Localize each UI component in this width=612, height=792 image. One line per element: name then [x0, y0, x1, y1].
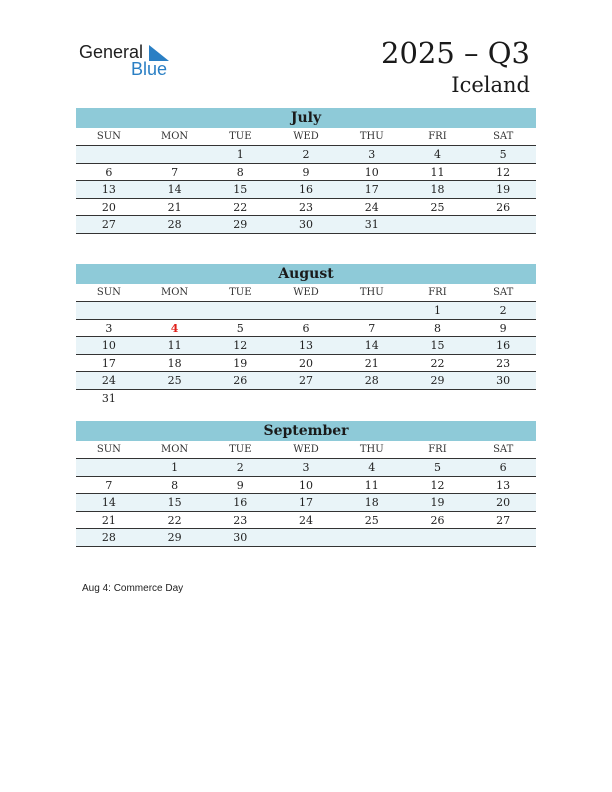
week-row	[76, 181, 536, 199]
weekday-label: SUN	[96, 444, 121, 455]
day-cell: 22	[167, 513, 182, 527]
empty-day-cell	[405, 216, 471, 233]
day-cell: 19	[233, 356, 248, 370]
day-cell: 29	[167, 531, 182, 544]
week-row	[76, 494, 536, 512]
week-row	[76, 146, 536, 164]
day-cell: 27	[101, 218, 116, 231]
day-cell: 23	[299, 200, 314, 214]
day-cell: 9	[236, 478, 244, 492]
day-cell: 4	[368, 461, 376, 474]
day-cell: 22	[430, 356, 445, 370]
week-row	[76, 355, 536, 373]
day-cell: 18	[364, 496, 379, 509]
day-cell: 20	[101, 200, 116, 214]
weekday-header-row	[76, 128, 536, 146]
empty-day-cell	[76, 146, 142, 163]
month-title: August	[76, 264, 536, 284]
empty-day-cell	[339, 390, 405, 407]
day-cell: 25	[167, 374, 182, 387]
day-cell: 14	[101, 496, 116, 509]
weekday-label: FRI	[428, 287, 447, 298]
day-cell: 30	[299, 218, 314, 231]
week-row	[76, 199, 536, 217]
week-row	[76, 512, 536, 530]
day-cell: 29	[430, 374, 445, 387]
day-cell: 2	[499, 304, 507, 317]
day-cell: 28	[101, 531, 116, 544]
month-calendar-august	[76, 264, 536, 406]
day-cell: 23	[233, 513, 248, 527]
empty-day-cell	[142, 146, 208, 163]
day-cell: 8	[433, 321, 441, 335]
day-cell: 13	[101, 183, 116, 196]
day-cell: 20	[496, 496, 511, 509]
day-cell: 3	[368, 148, 376, 161]
empty-day-cell	[207, 390, 273, 407]
day-cell: 15	[167, 496, 182, 509]
day-cell: 10	[364, 165, 379, 179]
day-cell: 19	[430, 496, 445, 509]
weekday-label: TUE	[229, 444, 252, 455]
day-cell: 26	[430, 513, 445, 527]
empty-day-cell	[339, 529, 405, 546]
day-cell: 16	[233, 496, 248, 509]
empty-day-cell	[76, 459, 142, 476]
weekday-label: SUN	[96, 131, 121, 142]
weekday-label: TUE	[229, 131, 252, 142]
day-cell: 14	[167, 183, 182, 196]
day-cell: 1	[433, 304, 441, 317]
day-cell: 8	[171, 478, 179, 492]
weekday-header-row	[76, 441, 536, 459]
day-cell: 9	[302, 165, 310, 179]
week-row	[76, 337, 536, 355]
day-cell: 21	[101, 513, 116, 527]
empty-day-cell	[339, 302, 405, 319]
day-cell: 29	[233, 218, 248, 231]
day-cell: 22	[233, 200, 248, 214]
empty-day-cell	[273, 302, 339, 319]
weekday-label: THU	[359, 287, 384, 298]
weekday-label: FRI	[428, 131, 447, 142]
week-row	[76, 302, 536, 320]
day-cell: 7	[105, 478, 113, 492]
month-calendar-july	[76, 108, 536, 234]
day-cell: 17	[299, 496, 314, 509]
day-cell: 20	[299, 356, 314, 370]
empty-day-cell	[273, 390, 339, 407]
day-cell: 28	[364, 374, 379, 387]
week-row	[76, 372, 536, 390]
day-cell: 3	[302, 461, 310, 474]
weekday-label: WED	[293, 287, 319, 298]
day-cell: 10	[101, 339, 116, 352]
day-cell: 12	[233, 339, 248, 352]
weekday-label: MON	[160, 287, 189, 298]
day-cell: 13	[299, 339, 314, 352]
country-subtitle: Iceland	[451, 73, 530, 97]
day-cell: 30	[496, 374, 511, 387]
day-cell: 31	[101, 391, 116, 405]
day-cell: 1	[171, 461, 179, 474]
week-row	[76, 320, 536, 338]
day-cell: 3	[105, 321, 113, 335]
day-cell: 7	[368, 321, 376, 335]
logo-general-text: General	[79, 42, 144, 62]
day-cell: 21	[167, 200, 182, 214]
day-cell: 27	[496, 513, 511, 527]
day-cell: 4	[433, 148, 441, 161]
weekday-label: MON	[160, 131, 189, 142]
week-row	[76, 164, 536, 182]
day-cell: 6	[105, 165, 113, 179]
day-cell: 28	[167, 218, 182, 231]
empty-day-cell	[405, 390, 471, 407]
day-cell: 24	[101, 374, 116, 387]
day-cell: 5	[433, 461, 441, 474]
day-cell: 15	[233, 183, 248, 196]
day-cell: 11	[364, 478, 379, 492]
weekday-label: WED	[293, 131, 319, 142]
empty-day-cell	[142, 390, 208, 407]
day-cell: 21	[364, 356, 379, 370]
day-cell: 18	[167, 356, 182, 370]
day-cell: 25	[430, 200, 445, 214]
weekday-label: THU	[359, 131, 384, 142]
logo-blue-text: Blue	[131, 59, 168, 79]
week-row	[76, 216, 536, 234]
day-cell: 1	[236, 148, 244, 161]
weekday-header-row	[76, 284, 536, 302]
day-cell: 24	[299, 513, 314, 527]
day-cell: 23	[496, 356, 511, 370]
day-cell: 5	[499, 148, 507, 161]
holiday-note: Aug 4: Commerce Day	[82, 583, 184, 594]
day-cell: 26	[496, 200, 511, 214]
day-cell: 13	[496, 478, 511, 492]
day-cell: 6	[499, 461, 507, 474]
weekday-label: THU	[359, 444, 384, 455]
month-calendar-september	[76, 421, 536, 547]
week-row	[76, 459, 536, 477]
day-cell: 30	[233, 531, 248, 544]
weekday-label: SUN	[96, 287, 121, 298]
day-cell: 10	[299, 478, 314, 492]
day-cell: 9	[499, 321, 507, 335]
day-cell: 8	[236, 165, 244, 179]
day-cell: 16	[299, 183, 314, 196]
week-row	[76, 390, 536, 407]
day-cell: 25	[364, 513, 379, 527]
empty-day-cell	[470, 216, 536, 233]
day-cell: 14	[364, 339, 379, 352]
day-cell: 11	[167, 339, 182, 352]
empty-day-cell	[273, 529, 339, 546]
empty-day-cell	[142, 302, 208, 319]
month-title: July	[76, 108, 536, 128]
empty-day-cell	[405, 529, 471, 546]
day-cell: 17	[101, 356, 116, 370]
day-cell: 5	[236, 321, 244, 335]
day-cell: 4	[170, 321, 179, 335]
day-cell: 19	[496, 183, 511, 196]
empty-day-cell	[76, 302, 142, 319]
day-cell: 11	[430, 165, 445, 179]
weekday-label: MON	[160, 444, 189, 455]
day-cell: 7	[171, 165, 179, 179]
empty-day-cell	[470, 390, 536, 407]
weekday-label: FRI	[428, 444, 447, 455]
day-cell: 18	[430, 183, 445, 196]
day-cell: 27	[299, 374, 314, 387]
month-title: September	[76, 421, 536, 441]
empty-day-cell	[207, 302, 273, 319]
day-cell: 12	[496, 165, 511, 179]
weekday-label: SAT	[493, 287, 514, 298]
day-cell: 31	[364, 218, 379, 231]
weekday-label: SAT	[493, 444, 514, 455]
day-cell: 2	[236, 461, 244, 474]
day-cell: 26	[233, 374, 248, 387]
week-row	[76, 477, 536, 495]
day-cell: 2	[302, 148, 310, 161]
week-row	[76, 529, 536, 547]
empty-day-cell	[470, 529, 536, 546]
day-cell: 24	[364, 200, 379, 214]
day-cell: 12	[430, 478, 445, 492]
day-cell: 16	[496, 339, 511, 352]
day-cell: 17	[364, 183, 379, 196]
day-cell: 6	[302, 321, 310, 335]
weekday-label: SAT	[493, 131, 514, 142]
page-title: 2025 – Q3	[381, 36, 530, 70]
weekday-label: TUE	[229, 287, 252, 298]
weekday-label: WED	[293, 444, 319, 455]
day-cell: 15	[430, 339, 445, 352]
